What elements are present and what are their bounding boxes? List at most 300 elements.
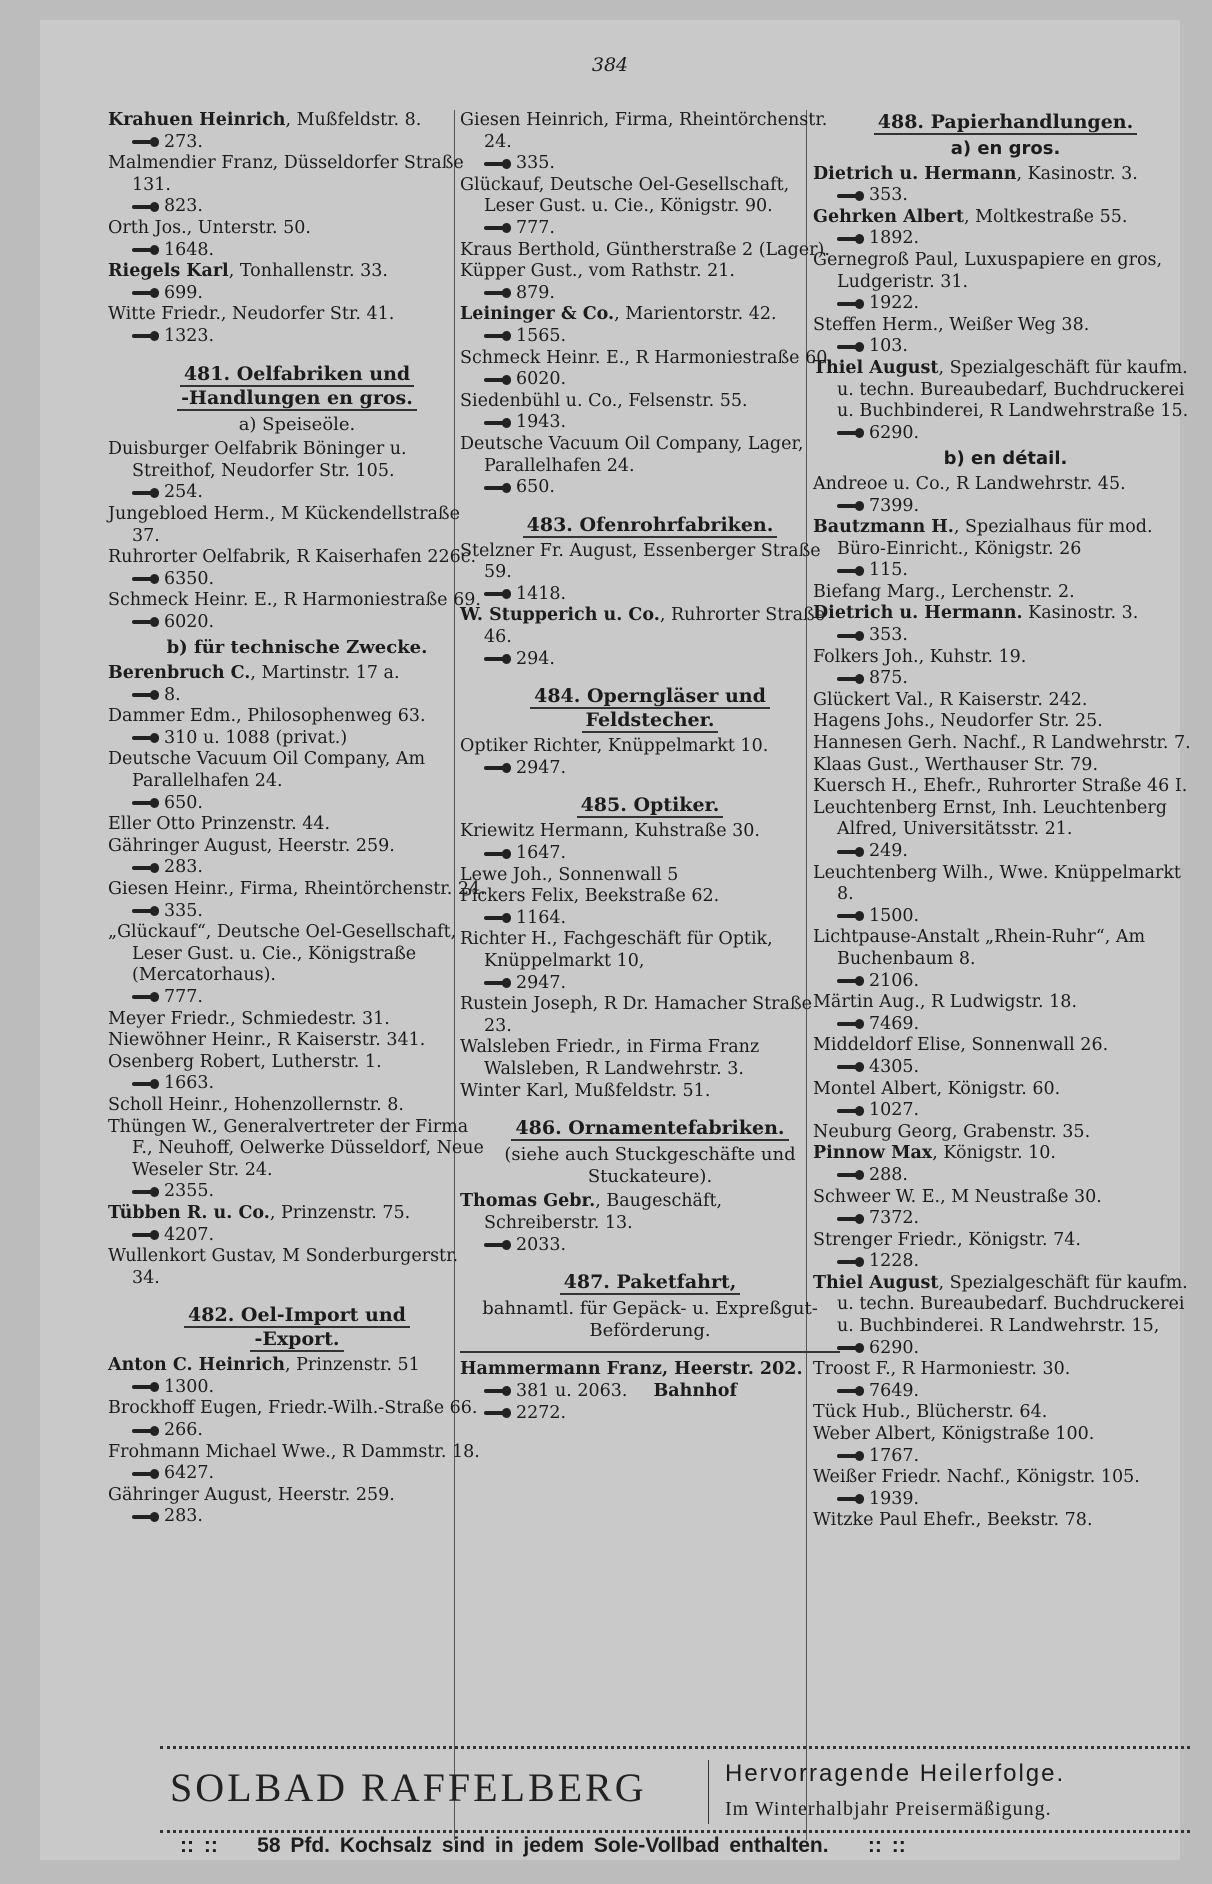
entry-text: „Glückauf“, Deutsche Oel-Gesellschaft, Leser Gust. u. Cie., Königstraße (Mercatorhaus).	[108, 922, 457, 986]
telephone-hand-icon	[837, 1343, 865, 1353]
phone-number: 1323.	[164, 325, 215, 346]
phone-number: 6020.	[516, 369, 567, 390]
entry-text: Klaas Gust., Werthauser Str. 79.	[813, 754, 1099, 775]
phone-line	[813, 1100, 1198, 1122]
entry-text: Optiker Richter, Knüppelmarkt 10.	[460, 736, 769, 757]
phone-number: 283.	[164, 857, 203, 878]
directory-entry	[813, 582, 1198, 604]
directory-entry	[108, 304, 486, 347]
telephone-hand-icon	[837, 1106, 865, 1116]
phone-line	[813, 1446, 1198, 1468]
phone-line	[813, 1165, 1198, 1187]
telephone-hand-icon	[484, 589, 512, 599]
phone-number: 335.	[164, 900, 203, 921]
directory-entry	[460, 240, 840, 262]
phone-number: 4305.	[869, 1056, 920, 1077]
phone-line	[108, 728, 486, 750]
entry-text: Folkers Joh., Kuhstr. 19.	[813, 646, 1027, 667]
entry-text: Niewöhner Heinr., R Kaiserstr. 341.	[108, 1030, 426, 1051]
directory-entry	[460, 304, 840, 347]
directory-entry	[108, 1052, 486, 1095]
phone-number: 115.	[869, 560, 908, 581]
entry-text: Glückauf, Deutsche Oel-Gesellschaft, Leser Gust. u. Cie., Königstr. 90.	[460, 174, 790, 217]
telephone-hand-icon	[132, 1426, 160, 1436]
directory-entry	[108, 1398, 486, 1441]
entry-text: Malmendier Franz, Düsseldorfer Straße 131.	[108, 153, 464, 195]
telephone-hand-icon	[837, 1386, 865, 1396]
directory-entry	[108, 749, 486, 814]
section-heading-487: 487. Paketfahrt,	[460, 1270, 840, 1294]
entry-text: Gernegroß Paul, Luxuspapiere en gros, Ludgeristr. 31.	[813, 249, 1163, 292]
telephone-hand-icon	[484, 763, 512, 773]
telephone-hand-icon	[837, 1214, 865, 1224]
phone-number: 7469.	[869, 1013, 920, 1034]
directory-entry	[813, 798, 1198, 863]
telephone-hand-icon	[837, 1019, 865, 1029]
phone-number: 2947.	[516, 972, 567, 993]
phone-number: 4207.	[164, 1224, 215, 1245]
entry-text: Kriewitz Hermann, Kuhstraße 30.	[460, 821, 760, 842]
entry-text: Strenger Friedr., Königstr. 74.	[813, 1229, 1081, 1250]
entry-text: Steffen Herm., Weißer Weg 38.	[813, 314, 1090, 335]
telephone-hand-icon	[484, 418, 512, 428]
phone-number: 1939.	[869, 1488, 920, 1509]
telephone-hand-icon	[484, 483, 512, 493]
phone-line	[813, 1208, 1198, 1230]
entry-text: Orth Jos., Unterstr. 50.	[108, 217, 311, 238]
divider-line	[460, 1351, 840, 1353]
directory-entry	[813, 863, 1198, 928]
section-heading-483: 483. Ofenrohrfabriken.	[460, 513, 840, 537]
phone-number: 335.	[516, 153, 555, 174]
entry-text: Brockhoff Eugen, Friedr.-Wilh.-Straße 66.	[108, 1398, 478, 1419]
directory-entry	[108, 922, 486, 1008]
ad-footer: :: :: 58 Pfd. Kochsalz sind in jedem Sole-Vollbad enthalten. :: ::	[180, 1834, 906, 1857]
phone-line	[460, 218, 840, 240]
subheading-technische-zwecke: b) für technische Zwecke.	[166, 637, 428, 659]
phone-line	[460, 1403, 840, 1425]
telephone-hand-icon	[837, 299, 865, 309]
phone-line	[460, 908, 840, 930]
telephone-hand-icon	[132, 690, 160, 700]
phone-number: 879.	[516, 282, 555, 303]
telephone-hand-icon	[484, 654, 512, 664]
directory-entry	[813, 474, 1198, 517]
phone-number: 1300.	[164, 1376, 215, 1397]
phone-number: 777.	[516, 217, 555, 238]
dotted-border	[160, 1830, 1190, 1833]
directory-entry	[108, 1442, 486, 1485]
directory-entry	[460, 865, 840, 887]
phone-line	[813, 841, 1198, 863]
phone-number: 823.	[164, 196, 203, 217]
entry-text: Kraus Berthold, Güntherstraße 2 (Lager).	[460, 239, 830, 260]
phone-number: 1922.	[869, 293, 920, 314]
telephone-hand-icon	[484, 1240, 512, 1250]
ad-separator	[708, 1760, 709, 1824]
phone-number: 1647.	[516, 843, 567, 864]
entry-text: Hammermann Franz, Heerstr. 202.	[460, 1359, 803, 1380]
entry-text: Kuersch H., Ehefr., Ruhrorter Straße 46 I.	[813, 776, 1188, 797]
telephone-hand-icon	[837, 1257, 865, 1267]
directory-entry	[813, 755, 1198, 777]
phone-line	[813, 971, 1198, 993]
entry-text: Jungebloed Herm., M Kückendellstraße 37.	[108, 503, 460, 546]
phone-number: 1500.	[869, 905, 920, 926]
entry-text: Lichtpause-Anstalt „Rhein-Ruhr“, Am Buchenbaum 8.	[813, 927, 1146, 969]
entry-text: Dietrich u. Hermann, Kasinostr. 3.	[813, 163, 1138, 184]
phone-line	[460, 649, 840, 671]
telephone-hand-icon	[132, 331, 160, 341]
phone-number: 7399.	[869, 495, 920, 516]
section-note-487: bahnamtl. für Gepäck- u. Expreßgut-Beförderung.	[482, 1298, 818, 1341]
phone-number: 249.	[869, 841, 908, 861]
entry-text: W. Stupperich u. Co., Ruhrorter Straße 46.	[460, 605, 826, 648]
phone-line	[108, 482, 486, 504]
telephone-hand-icon	[132, 1382, 160, 1392]
telephone-hand-icon	[132, 863, 160, 873]
phone-line	[108, 132, 486, 154]
phone-line	[813, 1381, 1198, 1403]
phone-number: 254.	[164, 482, 203, 503]
phone-number: 6427.	[164, 1463, 215, 1484]
phone-line	[108, 612, 486, 634]
entry-text: Leininger & Co., Marientorstr. 42.	[460, 304, 777, 325]
directory-entry	[813, 358, 1198, 444]
phone-number: 1943.	[516, 412, 567, 433]
phone-line	[460, 369, 840, 391]
entry-text: Eller Otto Prinzenstr. 44.	[108, 814, 331, 835]
phone-number: 6290.	[869, 422, 920, 443]
directory-entry	[460, 261, 840, 304]
directory-entry	[108, 1203, 486, 1246]
telephone-hand-icon	[132, 1230, 160, 1240]
phone-number: 6290.	[869, 1337, 920, 1358]
entry-text: Walsleben Friedr., in Firma Franz Walsleben, R Landwehrstr. 3.	[460, 1037, 760, 1079]
section-heading-484: 484. Operngläser und Feldstecher.	[460, 684, 840, 732]
directory-entry	[813, 992, 1198, 1035]
phone-line	[108, 793, 486, 815]
entry-text: Gehrken Albert, Moltkestraße 55.	[813, 206, 1128, 227]
phone-line	[813, 1489, 1198, 1511]
entry-text: Richter H., Fachgeschäft für Optik, Knüppelmarkt 10,	[460, 929, 773, 971]
telephone-hand-icon	[837, 1062, 865, 1072]
directory-entry	[813, 733, 1198, 755]
telephone-hand-icon	[132, 1469, 160, 1479]
dotted-border	[160, 1746, 1190, 1749]
entry-text: Winter Karl, Mußfeldstr. 51.	[460, 1080, 711, 1101]
entry-text: Gähringer August, Heerstr. 259.	[108, 1484, 395, 1505]
phone-line	[813, 336, 1198, 358]
ad-brand: SOLBAD RAFFELBERG	[170, 1765, 647, 1810]
directory-entry	[813, 1143, 1198, 1186]
directory-entry	[813, 1273, 1198, 1359]
directory-entry	[108, 504, 486, 547]
entry-text: Deutsche Vacuum Oil Company, Am Parallelhafen 24.	[108, 749, 426, 792]
phone-line	[108, 1463, 486, 1485]
entry-text: Deutsche Vacuum Oil Company, Lager, Parallelhafen 24.	[460, 433, 804, 476]
directory-entry	[813, 164, 1198, 207]
directory-entry	[813, 1467, 1198, 1510]
directory-entry	[108, 547, 486, 590]
telephone-hand-icon	[837, 566, 865, 576]
phone-line	[813, 293, 1198, 315]
entry-text: Dietrich u. Hermann. Kasinostr. 3.	[813, 603, 1139, 624]
entry-text: Giesen Heinrich, Firma, Rheintörchenstr. 24.	[460, 110, 828, 152]
entry-extra: Bahnhof	[653, 1380, 737, 1401]
directory-entry	[813, 1230, 1198, 1273]
directory-entry	[108, 110, 486, 153]
phone-line	[460, 477, 840, 499]
entry-text: Bautzmann H., Spezialhaus für mod. Büro-Einricht., Königstr. 26	[813, 517, 1153, 559]
telephone-hand-icon	[132, 617, 160, 627]
phone-number: 1663.	[164, 1073, 215, 1094]
phone-number: 288.	[869, 1164, 908, 1185]
telephone-hand-icon	[132, 202, 160, 212]
advertisement-solbad	[160, 1746, 1190, 1866]
phone-number: 1418.	[516, 583, 567, 604]
phone-line	[108, 685, 486, 707]
entry-text: Gähringer August, Heerstr. 259.	[108, 835, 395, 856]
telephone-hand-icon	[837, 1170, 865, 1180]
directory-entry	[813, 207, 1198, 250]
directory-entry	[460, 821, 840, 864]
phone-number: 2355.	[164, 1181, 215, 1202]
entry-text: Hannesen Gerh. Nachf., R Landwehrstr. 7.	[813, 733, 1191, 754]
entry-text: Thiel August, Spezialgeschäft für kaufm. u. techn. Bureaubedarf. Buchdruckerei u. Buchbinderei. R Landwehrstr. 15,	[813, 1272, 1188, 1337]
directory-entry	[108, 1009, 486, 1031]
phone-line	[460, 584, 840, 606]
directory-entry	[108, 439, 486, 504]
entry-text: Schweer W. E., M Neustraße 30.	[813, 1186, 1102, 1207]
directory-entry	[108, 1485, 486, 1528]
phone-line	[460, 1381, 840, 1403]
entry-text: Weber Albert, Königstraße 100.	[813, 1424, 1095, 1445]
directory-entry	[460, 434, 840, 499]
directory-entry	[108, 261, 486, 304]
entry-text: Krahuen Heinrich, Mußfeldstr. 8.	[108, 110, 422, 130]
directory-entry	[108, 590, 486, 633]
phone-line	[813, 185, 1198, 207]
directory-entry	[460, 175, 840, 240]
directory-entry	[460, 994, 840, 1037]
directory-entry	[108, 1246, 486, 1289]
phone-line	[108, 1377, 486, 1399]
entry-text: Pickers Felix, Beekstraße 62.	[460, 886, 720, 907]
phone-number: 353.	[869, 625, 908, 646]
entry-text: Frohmann Michael Wwe., R Dammstr. 18.	[108, 1441, 480, 1462]
phone-line	[813, 906, 1198, 928]
directory-entry	[108, 879, 486, 922]
directory-entry	[108, 1355, 486, 1398]
telephone-hand-icon	[837, 191, 865, 201]
directory-entry	[108, 1030, 486, 1052]
directory-entry	[813, 603, 1198, 646]
phone-line	[108, 987, 486, 1009]
directory-entry	[108, 218, 486, 261]
phone-number: 6350.	[164, 568, 215, 589]
entry-text: Andreoe u. Co., R Landwehrstr. 45.	[813, 473, 1126, 494]
section-heading-486: 486. Ornamentefabriken.	[460, 1116, 840, 1140]
phone-number: 777.	[164, 986, 203, 1007]
phone-line	[813, 423, 1198, 445]
directory-entry	[813, 1122, 1198, 1144]
telephone-hand-icon	[837, 1494, 865, 1504]
entry-text: Leuchtenberg Wilh., Wwe. Knüppelmarkt 8.	[813, 862, 1181, 905]
directory-entry	[813, 1187, 1198, 1230]
subheading-speiseoele: a) Speiseöle.	[238, 413, 356, 435]
entry-text: Rustein Joseph, R Dr. Hamacher Straße 23.	[460, 994, 813, 1036]
directory-entry	[813, 315, 1198, 358]
entry-text: Tück Hub., Blücherstr. 64.	[813, 1402, 1048, 1423]
telephone-hand-icon	[837, 342, 865, 352]
entry-text: Thiel August, Spezialgeschäft für kaufm. u. techn. Bureaubedarf, Buchdruckerei u. Buchbinderei, R Landwehrstraße 15.	[813, 357, 1189, 422]
directory-entry	[813, 776, 1198, 798]
entry-text: Duisburger Oelfabrik Böninger u. Streithof, Neudorfer Str. 105.	[108, 439, 407, 481]
phone-line	[460, 412, 840, 434]
telephone-hand-icon	[132, 137, 160, 147]
directory-entry	[460, 1081, 840, 1103]
entry-text: Neuburg Georg, Grabenstr. 35.	[813, 1121, 1091, 1142]
directory-entry	[460, 1191, 840, 1256]
telephone-hand-icon	[837, 234, 865, 244]
ad-offer: Im Winterhalbjahr Preisermäßigung.	[725, 1798, 1052, 1820]
entry-text: Hagens Johs., Neudorfer Str. 25.	[813, 711, 1103, 732]
telephone-hand-icon	[484, 159, 512, 169]
telephone-hand-icon	[837, 428, 865, 438]
entry-text: Thomas Gebr., Baugeschäft, Schreiberstr. 13.	[460, 1191, 723, 1233]
directory-entry	[813, 1359, 1198, 1402]
phone-number: 7649.	[869, 1380, 920, 1401]
entry-text: Osenberg Robert, Lutherstr. 1.	[108, 1051, 382, 1072]
phone-line	[108, 901, 486, 923]
telephone-hand-icon	[837, 1451, 865, 1461]
phone-line	[460, 1235, 840, 1257]
directory-page	[40, 20, 1191, 1860]
telephone-hand-icon	[484, 375, 512, 385]
section-heading-481: 481. Oelfabriken und -Handlungen en gros.	[108, 362, 486, 410]
directory-entry	[460, 736, 840, 779]
telephone-hand-icon	[837, 631, 865, 641]
phone-number: 103.	[869, 336, 908, 357]
phone-line	[108, 196, 486, 218]
entry-text: Leuchtenberg Ernst, Inh. Leuchtenberg Alfred, Universitätsstr. 21.	[813, 797, 1167, 840]
directory-entry	[460, 886, 840, 929]
phone-line	[108, 1506, 486, 1528]
directory-entry	[813, 711, 1198, 733]
entry-text: Middeldorf Elise, Sonnenwall 26.	[813, 1035, 1109, 1056]
telephone-hand-icon	[484, 1408, 512, 1418]
directory-entry	[108, 663, 486, 706]
directory-entry	[460, 391, 840, 434]
phone-number: 6020.	[164, 611, 215, 632]
telephone-hand-icon	[484, 288, 512, 298]
entry-text: Thüngen W., Generalvertreter der Firma F., Neuhoff, Oelwerke Düsseldorf, Neue Weseler Str. 24.	[108, 1116, 484, 1180]
phone-line	[460, 153, 840, 175]
phone-number: 1228.	[869, 1251, 920, 1272]
telephone-hand-icon	[132, 1512, 160, 1522]
entry-text: Tübben R. u. Co., Prinzenstr. 75.	[108, 1202, 411, 1223]
phone-line	[460, 843, 840, 865]
entry-text: Anton C. Heinrich, Prinzenstr. 51	[108, 1355, 420, 1376]
phone-number: 1648.	[164, 239, 215, 260]
directory-entry	[108, 814, 486, 836]
phone-line	[813, 1251, 1198, 1273]
directory-entry	[108, 1095, 486, 1117]
directory-entry	[108, 836, 486, 879]
phone-number: 699.	[164, 282, 203, 303]
phone-number: 1027.	[869, 1100, 920, 1121]
telephone-hand-icon	[837, 847, 865, 857]
directory-entry	[460, 929, 840, 994]
phone-number: 650.	[164, 792, 203, 813]
directory-entry	[460, 110, 840, 175]
entry-text: Ruhrorter Oelfabrik, R Kaiserhafen 226c.	[108, 547, 477, 568]
entry-text: Riegels Karl, Tonhallenstr. 33.	[108, 261, 388, 282]
entry-text: Biefang Marg., Lerchenstr. 2.	[813, 581, 1075, 602]
telephone-hand-icon	[132, 245, 160, 255]
entry-text: Weißer Friedr. Nachf., Königstr. 105.	[813, 1467, 1140, 1488]
section-heading-488: 488. Papierhandlungen.	[813, 110, 1198, 134]
phone-line	[460, 326, 840, 348]
directory-entry	[460, 1037, 840, 1080]
phone-line	[108, 283, 486, 305]
phone-line	[813, 668, 1198, 690]
phone-line	[108, 326, 486, 348]
directory-entry	[813, 1079, 1198, 1122]
entry-text: Wullenkort Gustav, M Sonderburgerstr. 34.	[108, 1246, 459, 1288]
phone-line	[460, 758, 840, 780]
entry-text: Giesen Heinr., Firma, Rheintörchenstr. 24.	[108, 879, 486, 899]
phone-line	[108, 240, 486, 262]
entry-text: Montel Albert, Königstr. 60.	[813, 1078, 1061, 1099]
directory-entry	[813, 927, 1198, 992]
section-heading-482: 482. Oel-Import und -Export.	[108, 1303, 486, 1351]
telephone-hand-icon	[837, 674, 865, 684]
phone-line	[108, 569, 486, 591]
telephone-hand-icon	[484, 331, 512, 341]
entry-text: Glückert Val., R Kaiserstr. 242.	[813, 689, 1088, 710]
phone-number: 294.	[516, 648, 555, 669]
telephone-hand-icon	[132, 906, 160, 916]
subheading-en-detail: b) en détail.	[943, 448, 1068, 470]
directory-entry	[460, 605, 840, 670]
entry-text: Pinnow Max, Königstr. 10.	[813, 1143, 1056, 1164]
phone-line	[813, 560, 1198, 582]
phone-number: 273.	[164, 131, 203, 152]
directory-entry	[108, 153, 486, 218]
phone-line	[108, 857, 486, 879]
entry-text: Lewe Joh., Sonnenwall 5	[460, 864, 679, 885]
entry-text: Stelzner Fr. August, Essenberger Straße 59.	[460, 540, 821, 583]
telephone-hand-icon	[132, 733, 160, 743]
phone-line	[108, 1420, 486, 1442]
phone-number: 875.	[869, 668, 908, 689]
entry-text: Küpper Gust., vom Rathstr. 21.	[460, 261, 735, 282]
phone-number: 353.	[869, 185, 908, 206]
entry-text: Berenbruch C., Martinstr. 17 a.	[108, 663, 400, 684]
telephone-hand-icon	[132, 1079, 160, 1089]
entry-text: Troost F., R Harmoniestr. 30.	[813, 1359, 1071, 1380]
phone-line	[813, 228, 1198, 250]
telephone-hand-icon	[484, 913, 512, 923]
column-2	[460, 110, 840, 1424]
phone-line	[813, 1338, 1198, 1360]
directory-entry	[813, 250, 1198, 315]
directory-entry	[813, 517, 1198, 582]
directory-entry	[108, 706, 486, 749]
telephone-hand-icon	[484, 849, 512, 859]
